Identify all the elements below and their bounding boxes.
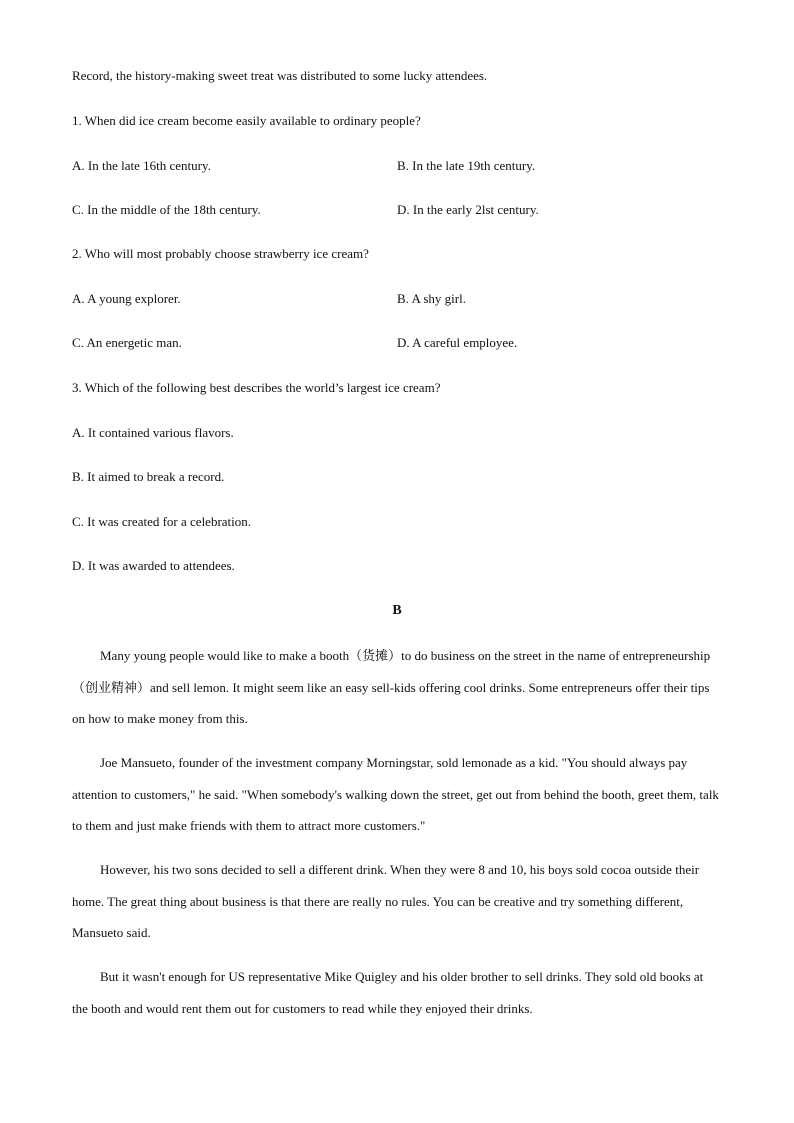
question-1-stem: 1. When did ice cream become easily available to ordinary people? [72,113,421,128]
question-2-stem: 2. Who will most probably choose strawberry ice cream? [72,246,369,261]
question-3-option-c: C. It was created for a celebration. [72,514,252,529]
question-3-option-b: B. It aimed to break a record. [72,469,225,484]
question-3-stem: 3. Which of the following best describes the world’s largest ice cream? [72,380,441,395]
question-1-option-d: D. In the early 2lst century. [397,202,539,217]
section-heading: B [392,603,402,618]
question-3-option-a: A. It contained various flavors. [72,425,234,440]
question-3-option-d: D. It was awarded to attendees. [72,558,235,573]
paragraph-1: Many young people would like to make a booth（货摊）to do business on the street in the name of entrepreneurship（创业精神）and sell lemon. It might seem like an easy sell-kids offering cool drinks. Some entrepreneurs offer their tips on how to make money from this. [72,648,711,726]
question-1-option-b: B. In the late 19th century. [397,158,536,173]
question-2-option-a: A. A young explorer. [72,291,181,306]
question-1-option-a: A. In the late 16th century. [72,158,211,173]
intro-line: Record, the history-making sweet treat was distributed to some lucky attendees. [72,68,488,83]
question-1-option-c: C. In the middle of the 18th century. [72,202,261,217]
paragraph-2: Joe Mansueto, founder of the investment company Morningstar, sold lemonade as a kid. "You should always pay attention to customers," he said. "When somebody's walking down the street, get out from behind the booth, greet them, talk to them and just make friends with them to attract more customers." [72,755,719,833]
question-2-option-c: C. An energetic man. [72,335,182,350]
paragraph-4: But it wasn't enough for US representative Mike Quigley and his older brother to sell drinks. They sold old books at the booth and would rent them out for customers to read while they enjoyed their drinks. [72,969,704,1016]
paragraph-3: However, his two sons decided to sell a different drink. When they were 8 and 10, his boys sold cocoa outside their home. The great thing about business is that there are really no rules. You can be creative and try something different, Mansueto said. [72,862,700,940]
question-2-option-d: D. A careful employee. [397,335,518,350]
question-2-option-b: B. A shy girl. [397,291,466,306]
